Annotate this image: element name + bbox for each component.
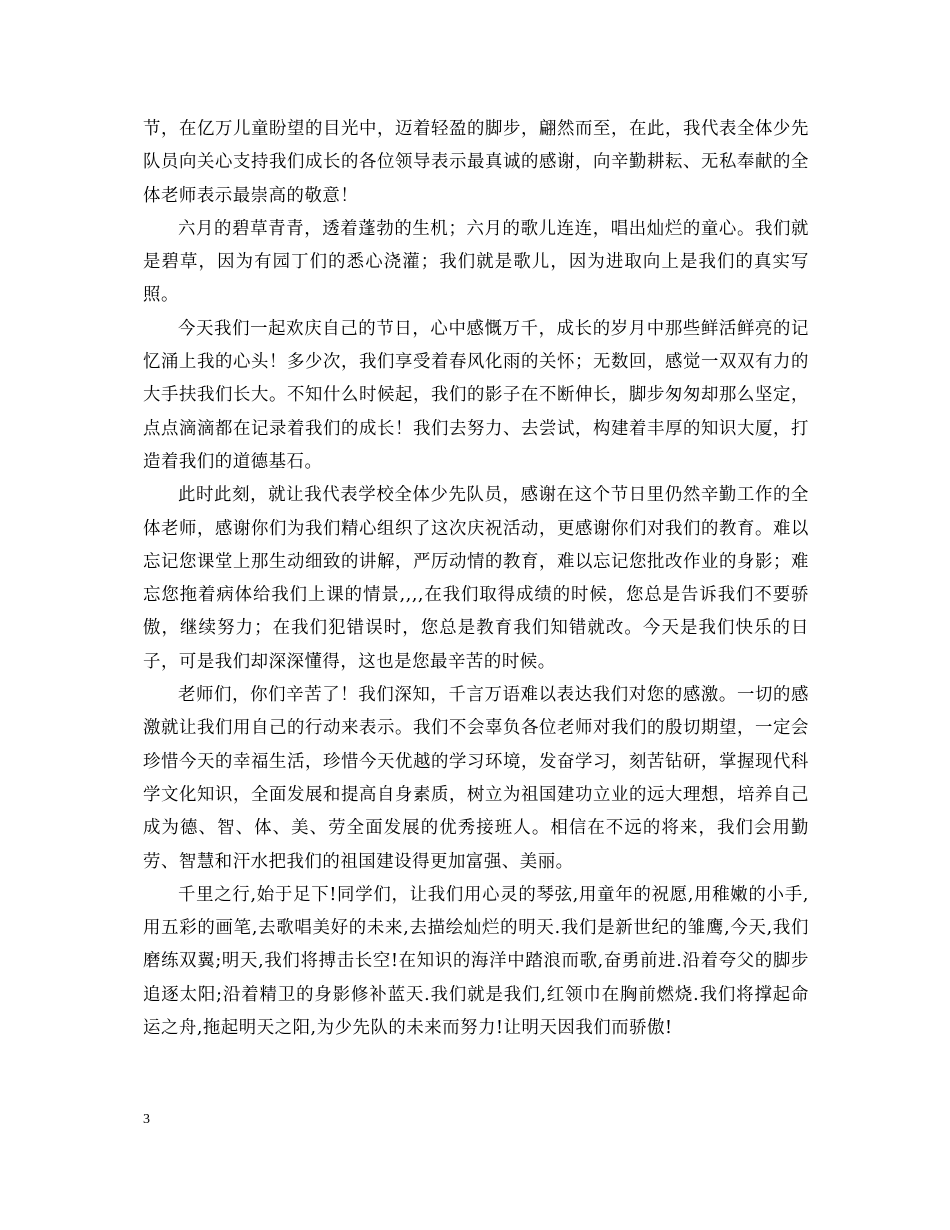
document-body: [143, 113, 809, 1045]
paragraph: 六月的碧草青青，透着蓬勃的生机；六月的歌儿连连，唱出灿烂的童心。我们就是碧草，因为有园丁们的悉心浇灌；我们就是歌儿，因为进取向上是我们的真实写照。: [143, 218, 809, 306]
paragraph-continued: 节，在亿万儿童盼望的目光中，迈着轻盈的脚步，翩然而至，在此，我代表全体少先队员向关心支持我们成长的各位领导表示最真诚的感谢，向辛勤耕耘、无私奉献的全体老师表示最崇高的敬意！: [143, 119, 809, 206]
paragraph: 千里之行,始于足下!同学们，让我们用心灵的琴弦,用童年的祝愿,用稚嫩的小手,用五彩的画笔,去歌唱美好的未来,去描绘灿烂的明天.我们是新世纪的雏鹰,今天,我们磨练双翼;明天,我们将搏击长空!在知识的海洋中踏浪而歌,奋勇前进.沿着夸父的脚步追逐太阳;沿着精卫的身影修补蓝天.我们就是我们,红领巾在胸前燃烧.我们将撑起命运之舟,拖起明天之阳,为少先队的未来而努力!让明天因我们而骄傲!: [143, 884, 809, 1039]
paragraph: 今天我们一起欢庆自己的节日，心中感慨万千，成长的岁月中那些鲜活鲜亮的记忆涌上我的心头！多少次，我们享受着春风化雨的关怀；无数回，感觉一双双有力的大手扶我们长大。不知什么时候起，我们的影子在不断伸长，脚步匆匆却那么坚定，点点滴滴都在记录着我们的成长！我们去努力、去尝试，构建着丰厚的知识大厦，打造着我们的道德基石。: [143, 318, 809, 472]
paragraph: 此时此刻，就让我代表学校全体少先队员，感谢在这个节日里仍然辛勤工作的全体老师，感谢你们为我们精心组织了这次庆祝活动，更感谢你们对我们的教育。难以忘记您课堂上那生动细致的讲解，严厉动情的教育，难以忘记您批改作业的身影；难忘您拖着病体给我们上课的情景,,,,在我们取得成绩的时候，您总是告诉我们不要骄傲，继续努力；在我们犯错误时，您总是教育我们知错就改。今天是我们快乐的日子，可是我们却深深懂得，这也是您最辛苦的时候。: [143, 485, 809, 672]
page-number: 3: [143, 1112, 150, 1127]
paragraph: 老师们，你们辛苦了！我们深知，千言万语难以表达我们对您的感激。一切的感激就让我们用自己的行动来表示。我们不会辜负各位老师对我们的殷切期望，一定会珍惜今天的幸福生活，珍惜今天优越的学习环境，发奋学习，刻苦钻研，掌握现代科学文化知识，全面发展和提高自身素质，树立为祖国建功立业的远大理想，培养自己成为德、智、体、美、劳全面发展的优秀接班人。相信在不远的将来，我们会用勤劳、智慧和汗水把我们的祖国建设得更加富强、美丽。: [143, 685, 809, 872]
